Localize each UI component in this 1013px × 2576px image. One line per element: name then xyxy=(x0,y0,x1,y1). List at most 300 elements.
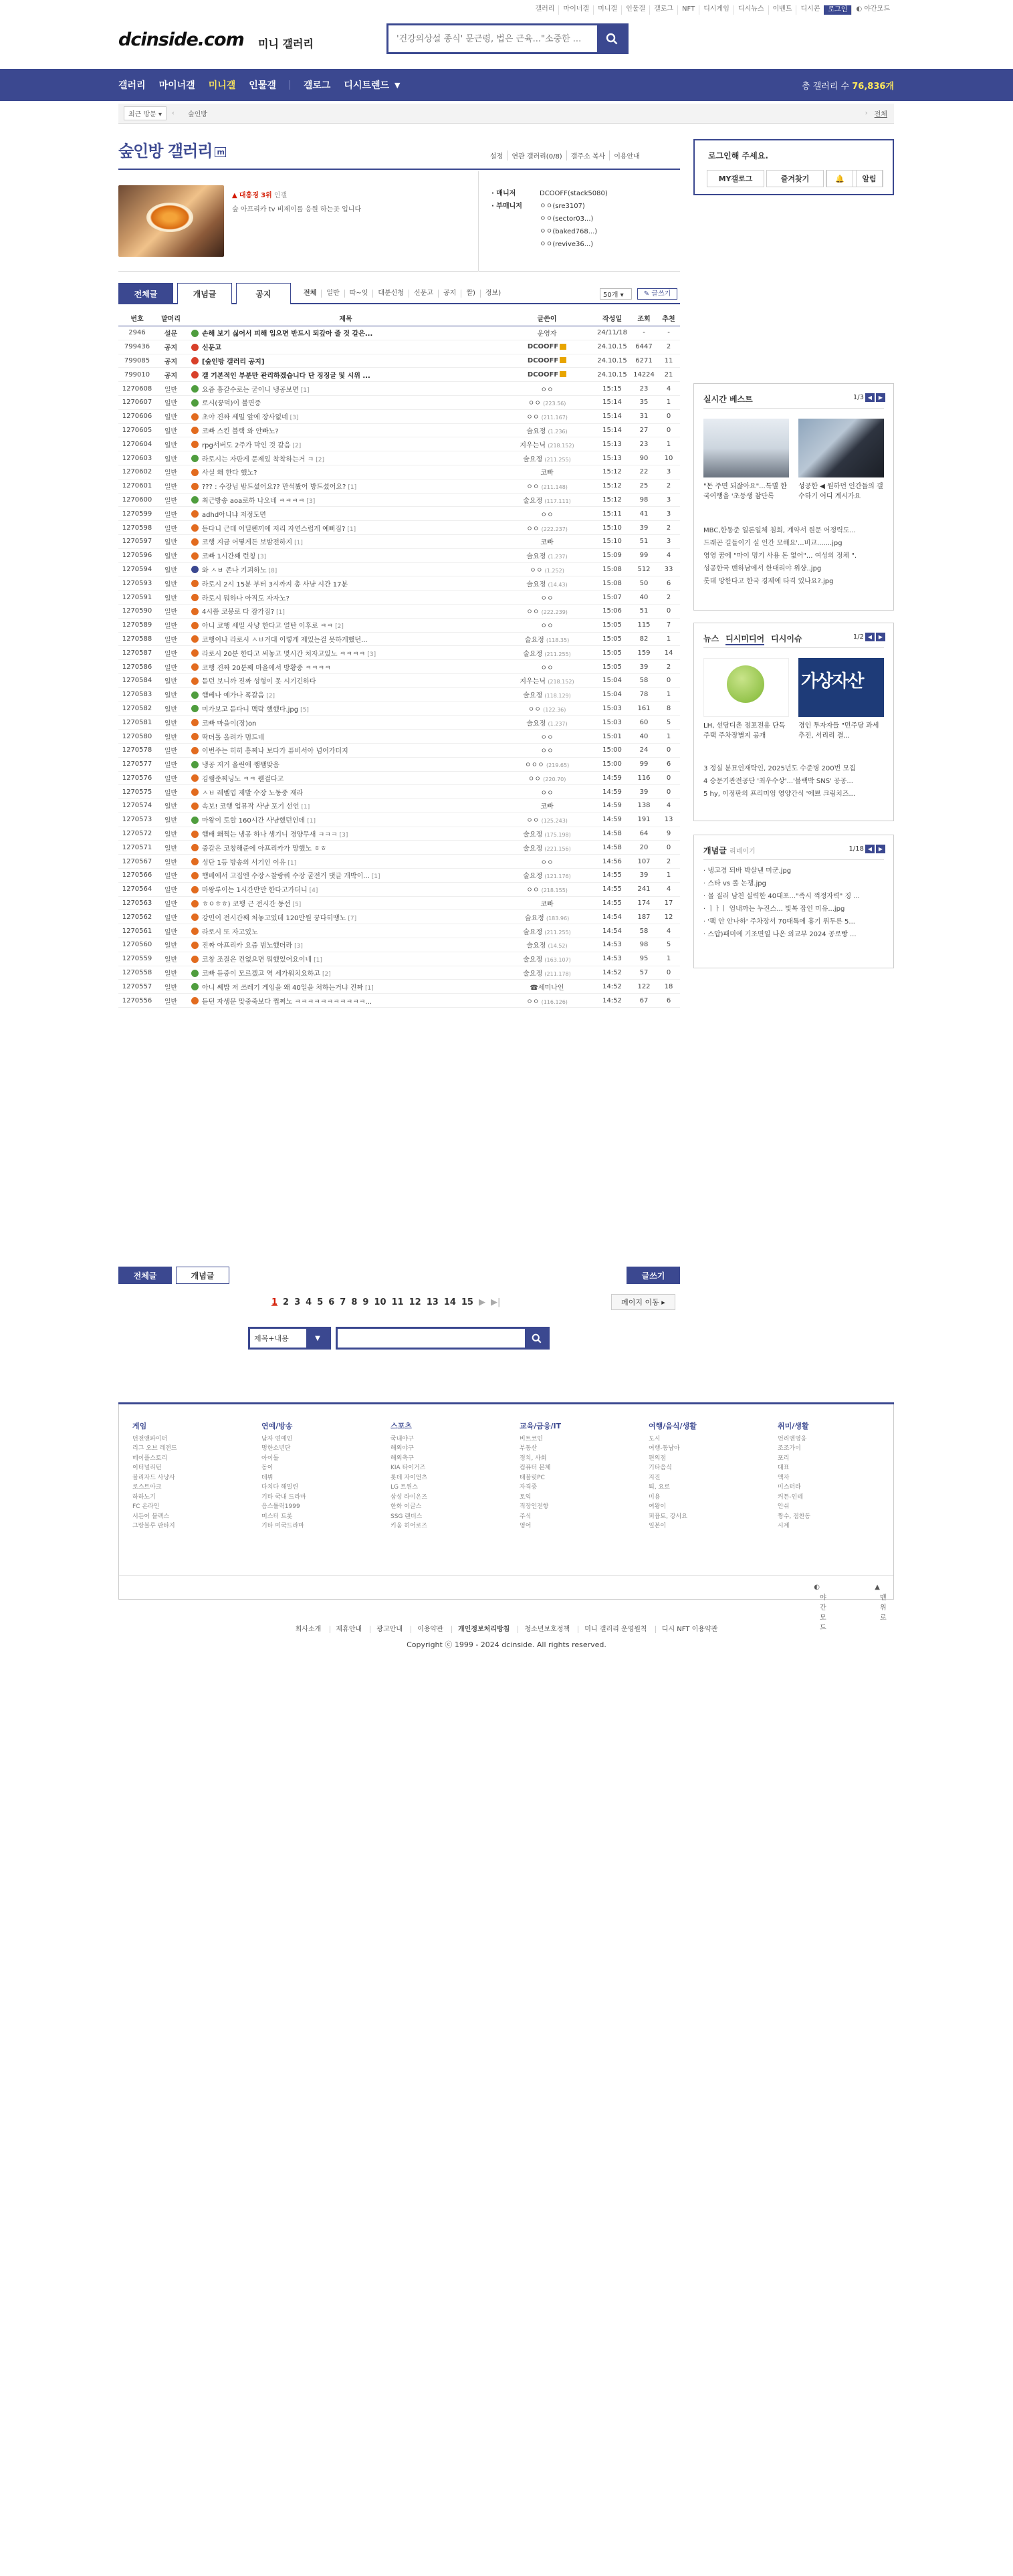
crumb-item[interactable]: 숲인방 xyxy=(188,111,208,118)
post-writer[interactable] xyxy=(500,343,594,350)
post-title[interactable] xyxy=(186,773,500,783)
night-mode-toggle[interactable]: ◐ 야간모드 xyxy=(814,1584,826,1632)
comment-count[interactable]: [3] xyxy=(306,498,316,505)
table-row[interactable] xyxy=(118,855,680,869)
footer-item[interactable]: 기타음식 xyxy=(649,1465,672,1471)
table-row[interactable] xyxy=(118,646,680,660)
util-link[interactable]: 갤러리 xyxy=(535,5,555,13)
nav-gallery[interactable]: 갤러리 xyxy=(118,80,146,91)
table-row[interactable] xyxy=(118,688,680,702)
post-title[interactable] xyxy=(186,606,500,616)
head-filter-item[interactable]: 따~잇 xyxy=(344,290,373,298)
footer-item[interactable]: 로스트아크 xyxy=(132,1484,162,1491)
footer-item[interactable]: 다치다 해밀린 xyxy=(261,1484,299,1491)
table-row[interactable] xyxy=(118,396,680,410)
my-gallog-button[interactable]: MY갤로그 xyxy=(707,170,764,187)
night-mode-toggle[interactable]: ◐ 야간모드 xyxy=(851,5,894,15)
post-writer[interactable] xyxy=(500,898,594,908)
crumb-all[interactable]: 전체 xyxy=(874,111,887,118)
post-writer[interactable] xyxy=(500,675,594,685)
footer-column-title[interactable]: 여행/음식/생활 xyxy=(649,1422,697,1430)
post-title[interactable] xyxy=(186,356,500,366)
post-title[interactable] xyxy=(186,732,500,742)
list-item[interactable]: · ㅣㅏㅣ 엄내까는 누진스... 빛복 잡인 미유...jpg xyxy=(703,905,845,913)
post-title[interactable] xyxy=(186,578,500,588)
post-title[interactable] xyxy=(186,411,500,421)
page-link[interactable]: 8 xyxy=(351,1297,358,1307)
comment-count[interactable]: [8] xyxy=(268,567,277,574)
list-count-select[interactable]: 50개 ▾ xyxy=(600,288,632,300)
list-item[interactable]: 롯데 망한다고 한국 경제에 타격 있나요?.jpg xyxy=(703,578,834,585)
list-item[interactable]: · 냉고경 되바 박살낸 미군.jpg xyxy=(703,867,792,875)
footer-item[interactable]: 편의점 xyxy=(649,1455,667,1462)
list-item[interactable]: 영영 꿈에 "마이 멍기 사용 돈 없어"... 여성의 정체 ". xyxy=(703,552,857,560)
nav-gallog[interactable]: 갤로그 xyxy=(303,80,331,91)
post-writer[interactable] xyxy=(500,996,594,1006)
guide-link[interactable]: 이용안내 xyxy=(609,150,644,160)
table-row[interactable] xyxy=(118,521,680,535)
table-row[interactable] xyxy=(118,437,680,451)
table-row[interactable] xyxy=(118,633,680,647)
table-row[interactable] xyxy=(118,368,680,382)
post-title[interactable] xyxy=(186,481,500,491)
table-row[interactable] xyxy=(118,410,680,424)
post-title[interactable] xyxy=(186,495,500,505)
page-link[interactable]: 9 xyxy=(362,1297,369,1307)
table-row[interactable] xyxy=(118,494,680,508)
page-link[interactable]: 14 xyxy=(443,1297,456,1307)
site-logo[interactable]: dcinside.com xyxy=(118,29,244,50)
footer-item[interactable]: 미스터 트롯 xyxy=(261,1513,293,1520)
table-row[interactable] xyxy=(118,674,680,688)
crumb-right-arrow[interactable]: › xyxy=(865,110,868,117)
page-link[interactable]: 13 xyxy=(426,1297,439,1307)
post-title[interactable] xyxy=(186,384,500,394)
post-writer[interactable] xyxy=(500,411,594,421)
tab-dc-issue[interactable]: 디시이슈 xyxy=(771,634,802,643)
post-writer[interactable] xyxy=(500,954,594,964)
footer-link[interactable]: 개인정보처리방침 xyxy=(451,1626,516,1633)
post-writer[interactable] xyxy=(500,800,594,811)
footer-item[interactable]: 주식 xyxy=(520,1513,532,1520)
table-row[interactable] xyxy=(118,994,680,1008)
table-row[interactable] xyxy=(118,938,680,952)
table-row[interactable] xyxy=(118,660,680,674)
footer-item[interactable]: 컴퓨터 본체 xyxy=(520,1465,551,1471)
submanager-name[interactable]: ㅇㅇ(revive36...) xyxy=(540,241,594,248)
comment-count[interactable]: [3] xyxy=(294,943,303,950)
table-row[interactable] xyxy=(118,465,680,479)
list-item[interactable]: 5 hy, 이정판의 프리미엄 영양간식 '에쁘 크림치즈... xyxy=(703,790,856,798)
table-row[interactable] xyxy=(118,479,680,494)
post-writer[interactable] xyxy=(500,662,594,672)
post-writer[interactable] xyxy=(500,397,594,407)
footer-column-title[interactable]: 취미/생활 xyxy=(778,1422,809,1430)
post-writer[interactable] xyxy=(500,606,594,616)
head-filter-item[interactable]: 전체 xyxy=(304,290,317,297)
copy-address-link[interactable]: 갤주소 복사 xyxy=(566,150,609,160)
list-item[interactable]: 4 승문기관전공단 '최우수상'...'블랙박 SNS' 공공... xyxy=(703,778,853,785)
post-title[interactable] xyxy=(186,912,500,922)
page-link[interactable]: 12 xyxy=(409,1297,421,1307)
footer-item[interactable]: 부동산 xyxy=(520,1445,538,1452)
footer-item[interactable]: 기타 국내 드라마 xyxy=(261,1493,306,1501)
list-item[interactable]: · '팩 안 안나하' 주차장서 70대특에 흉기 뤼두른 5... xyxy=(703,918,855,926)
table-row[interactable] xyxy=(118,507,680,521)
footer-link[interactable]: 제휴안내 xyxy=(330,1626,368,1633)
footer-item[interactable]: FC 온라인 xyxy=(132,1503,160,1510)
table-row[interactable] xyxy=(118,758,680,772)
submanager-name[interactable]: ㅇㅇ(sre3107) xyxy=(540,203,585,210)
next-icon[interactable]: ▶ xyxy=(876,633,885,641)
util-link[interactable]: 미니갤 xyxy=(593,5,621,15)
post-writer[interactable] xyxy=(500,453,594,463)
post-writer[interactable] xyxy=(500,815,594,825)
post-title[interactable] xyxy=(186,593,500,603)
head-filter-item[interactable]: 일반 xyxy=(321,290,344,298)
util-link[interactable]: 인물갤 xyxy=(621,5,649,15)
table-row[interactable] xyxy=(118,702,680,716)
util-link[interactable]: 이벤트 xyxy=(768,5,796,15)
comment-count[interactable]: [1] xyxy=(347,526,356,533)
post-title[interactable] xyxy=(186,439,500,449)
post-writer[interactable] xyxy=(500,689,594,700)
footer-item[interactable]: 음스틀릭1999 xyxy=(261,1503,300,1510)
footer-item[interactable]: 그랑블루 판타지 xyxy=(132,1523,175,1529)
post-writer[interactable] xyxy=(500,536,594,546)
bottom-search-button[interactable] xyxy=(525,1329,548,1348)
footer-item[interactable]: 대표 xyxy=(778,1465,790,1471)
table-row[interactable] xyxy=(118,535,680,549)
table-row[interactable] xyxy=(118,591,680,605)
post-writer[interactable] xyxy=(500,371,594,379)
table-row[interactable] xyxy=(118,952,680,966)
favorites-button[interactable]: 즐겨찾기 xyxy=(766,170,824,187)
footer-column-title[interactable]: 연예/방송 xyxy=(261,1422,293,1430)
comment-count[interactable]: [3] xyxy=(339,832,348,839)
list-item[interactable]: 3 정실 분묘인재탁인, 2025년도 수준병 200번 모집 xyxy=(703,765,856,772)
post-title[interactable] xyxy=(186,328,500,338)
footer-item[interactable]: 커튼-인테 xyxy=(778,1493,804,1501)
footer-link[interactable]: 광고안내 xyxy=(370,1626,409,1633)
footer-item[interactable]: LG 트윈스 xyxy=(390,1484,418,1491)
table-row[interactable] xyxy=(118,827,680,841)
post-title[interactable] xyxy=(186,425,500,435)
bottom-tab-all[interactable]: 전체글 xyxy=(118,1267,172,1284)
comment-count[interactable]: [1] xyxy=(301,804,310,811)
footer-item[interactable]: 삼성 라이온즈 xyxy=(390,1493,428,1501)
tab-notice[interactable]: 공지 xyxy=(236,283,291,304)
page-link[interactable]: 7 xyxy=(340,1297,346,1307)
post-writer[interactable] xyxy=(500,843,594,853)
comment-count[interactable]: [1] xyxy=(314,957,322,964)
footer-item[interactable]: 한화 이글스 xyxy=(390,1503,422,1510)
prev-icon[interactable]: ◀ xyxy=(865,845,875,853)
table-row[interactable] xyxy=(118,716,680,730)
table-row[interactable] xyxy=(118,744,680,758)
scroll-top-button[interactable]: ▲ 맨위로 xyxy=(875,1584,887,1622)
last-page-icon[interactable]: ▶| xyxy=(490,1297,501,1307)
alarm-button[interactable] xyxy=(826,170,883,187)
page-link[interactable]: 15 xyxy=(461,1297,473,1307)
footer-item[interactable]: 포리 xyxy=(778,1455,790,1462)
news-image[interactable] xyxy=(703,658,789,717)
search-input[interactable] xyxy=(388,25,596,52)
post-writer[interactable] xyxy=(500,328,594,338)
comment-count[interactable]: [1] xyxy=(365,984,374,992)
util-link[interactable]: 디시게임 xyxy=(699,5,734,15)
post-title[interactable] xyxy=(186,940,500,950)
post-title[interactable] xyxy=(186,467,500,477)
post-title[interactable] xyxy=(186,898,500,908)
comment-count[interactable]: [2] xyxy=(292,442,302,449)
comment-count[interactable]: [2] xyxy=(335,623,344,631)
footer-link[interactable]: 디시 NFT 이용약관 xyxy=(655,1626,723,1633)
footer-item[interactable]: 퇴, 요로 xyxy=(649,1484,670,1491)
nav-more-icon[interactable]: ▼ xyxy=(395,80,401,90)
page-jump-button[interactable]: 페이지 이동 ▸ xyxy=(611,1294,675,1310)
footer-item[interactable]: 조조가이 xyxy=(778,1445,801,1452)
list-item[interactable]: · 스압)패미에 기조면일 나온 외교부 2024 공로빵 ... xyxy=(703,931,857,938)
post-writer[interactable] xyxy=(500,718,594,728)
footer-item[interactable]: 멍한소년단 xyxy=(261,1445,291,1452)
tab-all[interactable]: 전체글 xyxy=(118,283,173,304)
comment-count[interactable]: [2] xyxy=(316,456,325,463)
post-title[interactable] xyxy=(186,342,500,352)
related-gallery-link[interactable]: 연관 갤러리(0/8) xyxy=(507,150,566,160)
table-row[interactable] xyxy=(118,326,680,340)
comment-count[interactable]: [7] xyxy=(348,915,357,922)
footer-item[interactable]: 여왕이 xyxy=(649,1503,667,1510)
nav-mini[interactable]: 미니갤 xyxy=(208,80,236,91)
post-title[interactable] xyxy=(186,759,500,769)
page-link[interactable]: 6 xyxy=(328,1297,335,1307)
nav-minor[interactable]: 마이너갤 xyxy=(158,80,195,91)
crumb-left-arrow[interactable]: ‹ xyxy=(172,110,175,117)
live-best-caption[interactable]: 성공한 ◀ 원하던 인간들의 갤수하기 어디 계시가요 xyxy=(798,483,883,500)
nav-person[interactable]: 인물갤 xyxy=(249,80,276,91)
list-item[interactable]: MBC,한동준 일론일체 침회, 계약서 원문 어정력도... xyxy=(703,527,856,534)
manager-name[interactable]: DCOOFF(stack5080) xyxy=(540,190,608,197)
page-link[interactable]: 1 xyxy=(271,1297,278,1307)
post-title[interactable] xyxy=(186,968,500,978)
post-title[interactable] xyxy=(186,689,500,700)
post-title[interactable] xyxy=(186,884,500,894)
post-title[interactable] xyxy=(186,453,500,463)
post-title[interactable] xyxy=(186,718,500,728)
comment-count[interactable]: [1] xyxy=(348,484,357,492)
table-row[interactable] xyxy=(118,451,680,465)
table-row[interactable] xyxy=(118,910,680,924)
logo-subtitle[interactable]: 미니 갤러리 xyxy=(258,37,314,50)
gallery-title[interactable] xyxy=(118,138,226,161)
head-filter-item[interactable]: 공지 xyxy=(438,290,461,298)
list-item[interactable]: · 스타 vs 롤 논쟁.jpg xyxy=(703,880,766,887)
post-title[interactable] xyxy=(186,787,500,797)
search-button[interactable] xyxy=(597,25,627,52)
live-best-caption[interactable]: "돈 주면 되잖아요"...특별 한국여행을 '초등생 참단록 xyxy=(703,483,787,500)
footer-item[interactable]: 던전앤파이터 xyxy=(132,1435,168,1442)
next-icon[interactable]: ▶ xyxy=(876,393,885,402)
footer-item[interactable]: 기타 미국드라마 xyxy=(261,1523,304,1529)
tab-news[interactable]: 뉴스 xyxy=(703,634,719,643)
post-writer[interactable] xyxy=(500,578,594,588)
prev-icon[interactable]: ◀ xyxy=(865,633,875,641)
footer-item[interactable]: 해외야구 xyxy=(390,1445,414,1452)
post-title[interactable] xyxy=(186,675,500,685)
login-button[interactable]: 로그인 xyxy=(824,5,851,15)
post-writer[interactable] xyxy=(500,884,594,894)
post-title[interactable] xyxy=(186,996,500,1006)
footer-item[interactable]: KIA 타이거즈 xyxy=(390,1465,426,1471)
footer-link[interactable]: 이용약관 xyxy=(411,1626,449,1633)
footer-item[interactable]: 퍼퓸토, 강서요 xyxy=(649,1513,687,1520)
footer-column-title[interactable]: 게임 xyxy=(132,1422,147,1430)
post-writer[interactable] xyxy=(500,912,594,922)
post-title[interactable] xyxy=(186,523,500,533)
post-writer[interactable] xyxy=(500,481,594,491)
news-image[interactable] xyxy=(798,658,884,717)
post-title[interactable] xyxy=(186,397,500,407)
head-filter-item[interactable]: 대분신청 xyxy=(372,290,409,298)
post-title[interactable] xyxy=(186,662,500,672)
submanager-name[interactable]: ㅇㅇ(sector03...) xyxy=(540,215,594,223)
table-row[interactable] xyxy=(118,619,680,633)
post-writer[interactable] xyxy=(500,523,594,533)
footer-item[interactable]: 도시 xyxy=(649,1435,661,1442)
post-title[interactable] xyxy=(186,815,500,825)
post-title[interactable] xyxy=(186,954,500,964)
live-best-image[interactable] xyxy=(703,419,789,477)
footer-item[interactable]: 국내야구 xyxy=(390,1435,414,1442)
post-title[interactable] xyxy=(186,843,500,853)
post-writer[interactable] xyxy=(500,634,594,644)
table-row[interactable] xyxy=(118,772,680,786)
table-row[interactable] xyxy=(118,841,680,855)
page-link[interactable]: 2 xyxy=(283,1297,290,1307)
page-link[interactable]: 5 xyxy=(317,1297,324,1307)
footer-link[interactable]: 미니 갤러리 운영원칙 xyxy=(578,1626,653,1633)
post-writer[interactable] xyxy=(500,467,594,477)
post-title[interactable] xyxy=(186,745,500,755)
table-row[interactable] xyxy=(118,563,680,577)
footer-link[interactable]: 청소년보호정책 xyxy=(518,1626,576,1633)
post-writer[interactable] xyxy=(500,829,594,839)
footer-item[interactable]: 안쉬 xyxy=(778,1503,790,1510)
table-row[interactable] xyxy=(118,340,680,354)
write-button-bottom[interactable]: 글쓰기 xyxy=(627,1267,680,1284)
util-link[interactable]: NFT xyxy=(677,5,699,15)
footer-item[interactable]: 언리엔영웅 xyxy=(778,1435,807,1442)
head-filter-item[interactable]: 짤) xyxy=(461,290,480,298)
table-row[interactable] xyxy=(118,883,680,897)
comment-count[interactable]: [2] xyxy=(266,693,275,700)
recent-visit-button[interactable]: 최근 방문 ▾ xyxy=(124,106,166,120)
footer-item[interactable]: 롯데 자이언츠 xyxy=(390,1474,428,1481)
submanager-name[interactable]: ㅇㅇ(baked768...) xyxy=(540,228,598,235)
post-writer[interactable] xyxy=(500,564,594,574)
comment-count[interactable]: [1] xyxy=(371,873,380,881)
util-link[interactable]: 디시콘 xyxy=(796,5,824,15)
post-writer[interactable] xyxy=(500,495,594,505)
footer-column-title[interactable]: 스포츠 xyxy=(390,1422,412,1430)
post-writer[interactable] xyxy=(500,773,594,783)
table-row[interactable] xyxy=(118,785,680,799)
comment-count[interactable]: [4] xyxy=(309,887,318,895)
list-item[interactable]: · 물 질러 남친 실력한 40대포..."족시 꺽정자력" 징 ... xyxy=(703,893,860,900)
post-title[interactable] xyxy=(186,870,500,880)
post-writer[interactable] xyxy=(500,968,594,978)
comment-count[interactable]: [5] xyxy=(300,706,309,714)
table-row[interactable] xyxy=(118,980,680,994)
post-writer[interactable] xyxy=(500,732,594,742)
footer-item[interactable]: 자격증 xyxy=(520,1484,538,1491)
footer-item[interactable]: 미용 xyxy=(649,1493,661,1501)
page-link[interactable]: 4 xyxy=(306,1297,312,1307)
post-title[interactable] xyxy=(186,982,500,992)
footer-item[interactable]: 이터널리턴 xyxy=(132,1465,162,1471)
post-title[interactable] xyxy=(186,926,500,936)
bottom-tab-best[interactable]: 개념글 xyxy=(176,1267,229,1284)
post-writer[interactable] xyxy=(500,926,594,936)
post-writer[interactable] xyxy=(500,620,594,630)
footer-item[interactable]: 메이플스토리 xyxy=(132,1455,168,1462)
post-writer[interactable] xyxy=(500,439,594,449)
footer-item[interactable]: 아이돌 xyxy=(261,1455,279,1462)
footer-item[interactable]: 데뷔 xyxy=(261,1474,273,1481)
comment-count[interactable]: [5] xyxy=(292,901,302,909)
table-row[interactable] xyxy=(118,382,680,396)
page-link[interactable]: 11 xyxy=(391,1297,404,1307)
footer-column-title[interactable]: 교육/금융/IT xyxy=(520,1422,562,1430)
footer-item[interactable]: SSG 랜더스 xyxy=(390,1513,423,1520)
util-link[interactable]: 갤로그 xyxy=(649,5,677,15)
list-item[interactable]: 성공한국 밴하남에서 한대리야 위샹..jpg xyxy=(703,565,822,572)
footer-link[interactable]: 회사소개 xyxy=(295,1626,322,1633)
write-button-top[interactable] xyxy=(637,288,677,300)
prev-icon[interactable]: ◀ xyxy=(865,393,875,402)
post-writer[interactable] xyxy=(500,550,594,560)
footer-item[interactable]: 키움 히어로즈 xyxy=(390,1523,428,1529)
footer-item[interactable]: 액자 xyxy=(778,1474,790,1481)
post-title[interactable] xyxy=(186,550,500,560)
bottom-search-input[interactable] xyxy=(338,1329,518,1348)
footer-item[interactable]: 미스터라 xyxy=(778,1484,801,1491)
post-writer[interactable] xyxy=(500,982,594,992)
footer-item[interactable]: 시계 xyxy=(778,1523,790,1529)
post-writer[interactable] xyxy=(500,857,594,867)
login-prompt[interactable]: 로그인해 주세요. xyxy=(708,151,768,160)
post-title[interactable] xyxy=(186,634,500,644)
post-writer[interactable] xyxy=(500,745,594,755)
head-filter-item[interactable]: 신문고 xyxy=(409,290,438,298)
util-link[interactable]: 디시뉴스 xyxy=(734,5,768,15)
head-filter-item[interactable]: 정보) xyxy=(480,290,505,298)
table-row[interactable] xyxy=(118,605,680,619)
comment-count[interactable]: [1] xyxy=(294,540,303,547)
post-writer[interactable] xyxy=(500,648,594,658)
table-row[interactable] xyxy=(118,813,680,827)
news-caption[interactable]: 경인 투자자들 "민주당 과세 추진, 서리리 결... xyxy=(798,722,879,740)
nav-trend[interactable]: 디시트렌드 xyxy=(344,80,390,91)
page-link[interactable]: 3 xyxy=(294,1297,301,1307)
footer-item[interactable]: 리그 오브 레전드 xyxy=(132,1445,177,1452)
post-writer[interactable] xyxy=(500,425,594,435)
news-caption[interactable]: LH, 선당디촌 점포전용 단독주택 주차장별지 공개 xyxy=(703,722,786,740)
comment-count[interactable]: [1] xyxy=(276,609,285,617)
footer-item[interactable]: 직장인전항 xyxy=(520,1503,549,1510)
post-writer[interactable] xyxy=(500,870,594,880)
